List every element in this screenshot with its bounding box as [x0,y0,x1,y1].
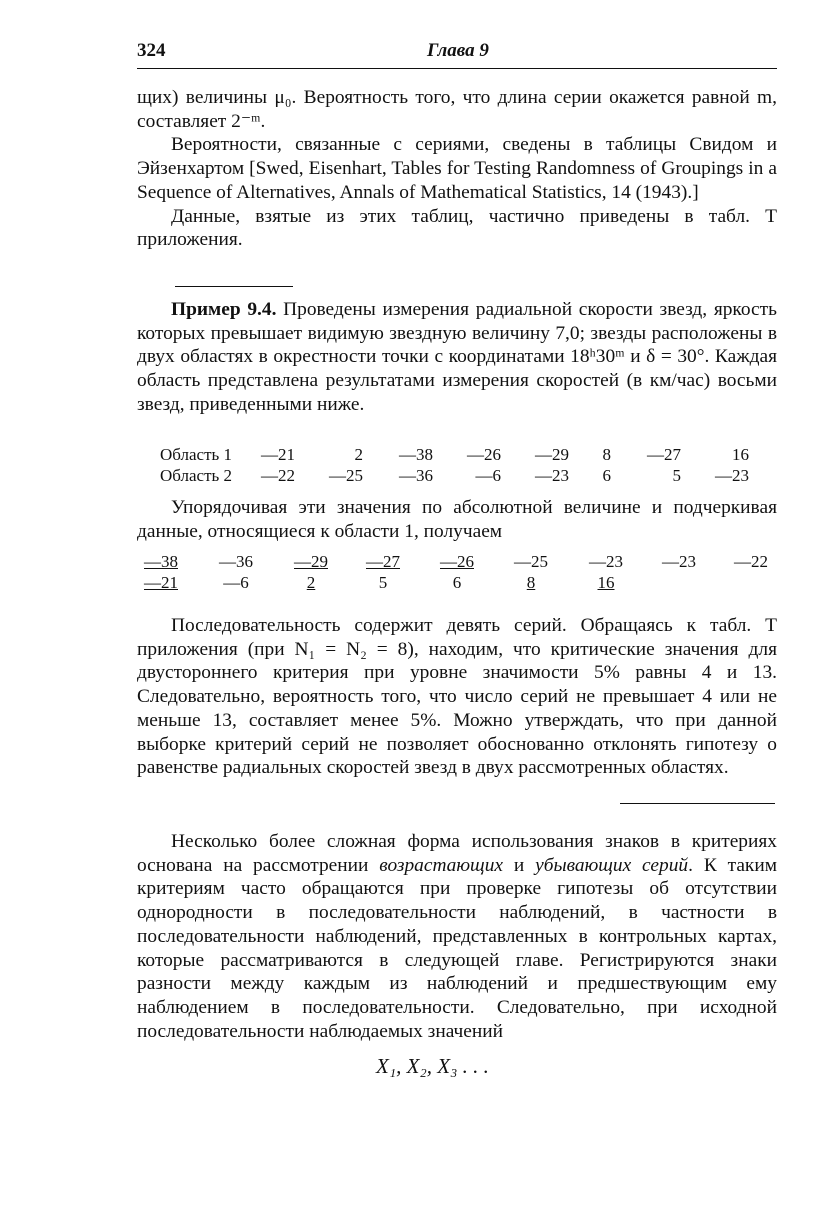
sorted-value: —29 [294,552,328,571]
regions-table [160,444,749,486]
sorted-value: —26 [440,552,474,571]
sorted-value: —38 [144,552,178,571]
region-value: —29 [535,444,570,464]
sorted-value: —25 [514,552,548,571]
region-value: —36 [399,465,434,485]
region-row-2 [160,465,749,486]
region-value: 6 [602,465,612,485]
sorted-value: —36 [219,552,253,571]
region-value: —22 [261,465,296,485]
example-start-rule [175,286,293,287]
sorted-value: 5 [378,573,388,592]
region-value: 5 [672,465,682,485]
appendix-paragraph: Данные, взятые из этих таблиц, частично приведены в табл. T приложения. [137,205,777,251]
region-value: —25 [329,465,364,485]
region-value: —23 [535,465,570,485]
region-label: Область 2 [160,465,233,485]
sorted-value: 16 [597,573,615,592]
example-end-rule [620,803,775,804]
sorted-value: —6 [223,573,249,592]
region-value: 16 [732,444,750,464]
sorted-value: 8 [526,573,536,592]
example-label: Пример 9.4. [171,299,277,320]
term-increasing: возрастающих [379,854,503,876]
sorted-value: 6 [452,573,462,592]
top-section [137,86,777,252]
sorted-row-2 [137,573,777,597]
region-value: —26 [467,444,502,464]
sorted-value: 2 [306,573,316,592]
region-value: 2 [354,444,364,464]
region-value: —27 [647,444,682,464]
example-intro [137,298,777,417]
conclusion-paragraph: Последовательность содержит девять серий. Обращаясь к табл. T приложения (при N₁ = N₂ = 8), находим, что критические значения для двустороннего критерия при уровне значимости 5% равны 4 и 13. Следовательно, вероятность того, что число серий не превышает 4 или не меньше 13, составляет менее 5%. Можно утверждать, что при данной выборке критерий серий не позволяет обоснованно отклонять гипотезу о равенстве радиальных скоростей звезд в двух рассмотренных областях. [137,615,777,779]
sequence-formula: X₁, X₂, X₃ . . . [376,1054,489,1078]
region-value: —21 [261,444,296,464]
sorted-value: —23 [589,552,623,571]
region-value: 8 [602,444,612,464]
sorted-value: —22 [734,552,768,571]
region-value: —6 [475,465,502,485]
region-label: Область 1 [160,444,233,464]
sorted-value: —23 [662,552,696,571]
sorted-value: —27 [366,552,400,571]
tables-reference-paragraph: Вероятности, связанные с сериями, сведены в таблицы Свидом и Эйзенхартом [Swed, Eisenhart, Tables for Testing Randomness of Groupings in a Sequence of Alternatives, Annals of Mathematical Statistics, 14 (1943).] [137,134,777,203]
chapter-title: Глава 9 [427,40,489,61]
region-value: —23 [715,465,750,485]
ordering-paragraph: Упорядочивая эти значения по абсолютной величине и подчеркивая данные, относящиеся к области 1, получаем [137,497,777,542]
runs-paragraph: Несколько более сложная форма использования знаков в критериях основана на рассмотрении возрастающих и убывающих серий. К таким критериям часто обращаются при проверке гипотезы об отсутствии однородности в последовательности наблюдений, в частности в последовательности наблюдений, представленных в контрольных картах, которые рассматриваются в следующей главе. Регистрируются знаки разности между каждым из наблюдений и предшествующим ему наблюдением в последовательности. Следовательно, при исходной последовательности наблюдаемых значений [137,831,777,1042]
region-value: —38 [399,444,434,464]
region-row-1 [160,444,749,465]
example-text: Проведены измерения радиальной скорости звезд, яркость которых превышает видимую звездную величину 7,0; звезды расположены в двух областях в окрестности точки с координатами 18ʰ30ᵐ и δ = 30°. Каждая область представлена результатами измерения скоростей (в км/час) восьми звезд, приведенными ниже. [137,299,777,415]
page-header [137,40,777,70]
page-number: 324 [137,40,166,61]
sorted-value: —21 [144,573,178,592]
term-decreasing: убывающих серий [535,854,689,876]
continuation-paragraph: щих) величины μ₀. Вероятность того, что длина серии окажется равной m, составляет 2⁻ᵐ. [137,87,777,132]
header-rule [137,68,777,69]
